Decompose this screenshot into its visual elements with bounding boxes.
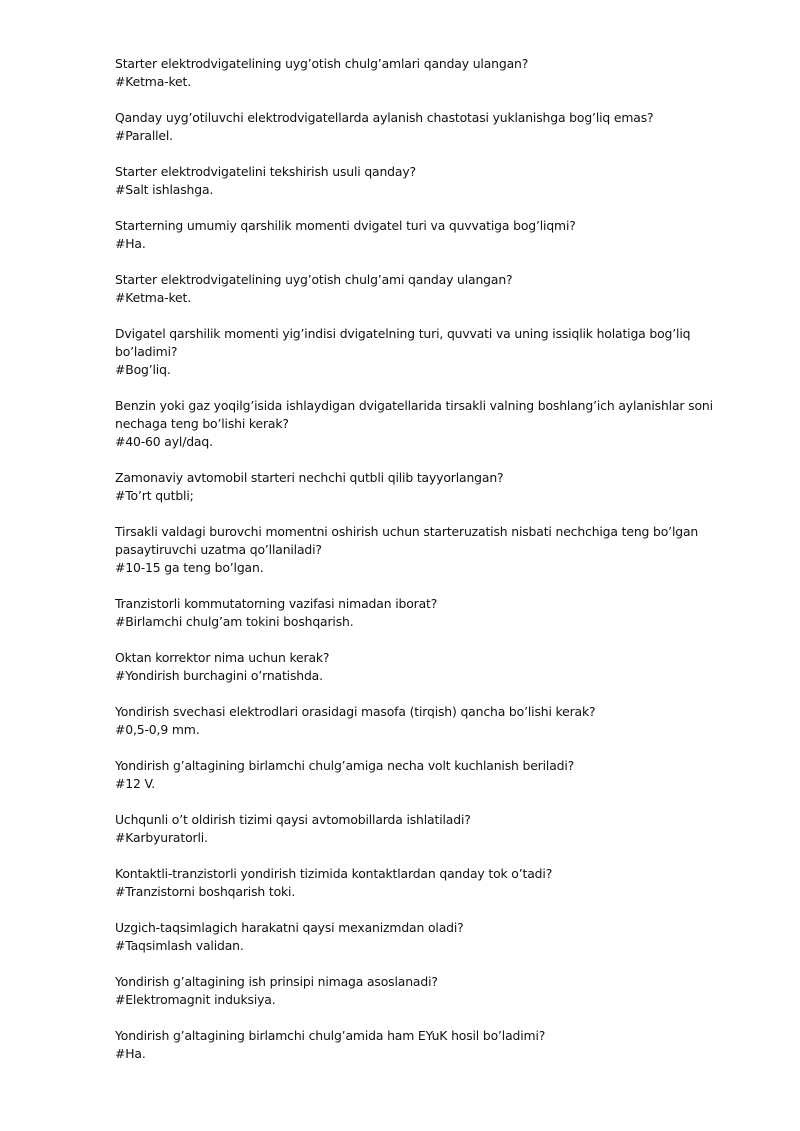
qa-item <box>115 919 715 955</box>
question-text: Dvigatel qarshilik momenti yig’indisi dvigatelning turi, quvvati va uning issiqlik holatiga bog’liq bo’ladimi? <box>115 326 691 359</box>
question-text: Oktan korrektor nima uchun kerak? <box>115 650 330 665</box>
question-text: Benzin yoki gaz yoqilg’isida ishlaydigan dvigatellarida tirsakli valning boshlang’ich aylanishlar soni nechaga teng bo’lishi kerak? <box>115 398 713 431</box>
answer-text: #Birlamchi chulg’am tokini boshqarish. <box>115 614 354 629</box>
question-text: Yondirish svechasi elektrodlari orasidagi masofa (tirqish) qancha bo’lishi kerak? <box>115 704 596 719</box>
question-text: Tirsakli valdagi burovchi momentni oshirish uchun starteruzatish nisbati nechchiga teng bo’lgan pasaytiruvchi uzatma qo’llaniladi? <box>115 524 699 557</box>
qa-item <box>115 757 715 793</box>
question-text: Starter elektrodvigatelining uyg’otish chulg’ami qanday ulangan? <box>115 272 513 287</box>
answer-text: #10-15 ga teng bo’lgan. <box>115 560 264 575</box>
qa-item <box>115 703 715 739</box>
qa-item <box>115 523 715 577</box>
question-text: Qanday uyg’otiluvchi elektrodvigatellarda aylanish chastotasi yuklanishga bog’liq emas? <box>115 110 654 125</box>
question-text: Uzgich-taqsimlagich harakatni qaysi mexanizmdan oladi? <box>115 920 464 935</box>
qa-item <box>115 865 715 901</box>
answer-text: #Parallel. <box>115 128 173 143</box>
answer-text: #Yondirish burchagini o’rnatishda. <box>115 668 323 683</box>
qa-item <box>115 397 715 451</box>
answer-text: #Salt ishlashga. <box>115 182 214 197</box>
question-text: Kontaktli-tranzistorli yondirish tizimida kontaktlardan qanday tok o’tadi? <box>115 866 553 881</box>
qa-item <box>115 973 715 1009</box>
question-text: Zamonaviy avtomobil starteri nechchi qutbli qilib tayyorlangan? <box>115 470 504 485</box>
question-text: Yondirish g’altagining birlamchi chulg’amiga necha volt kuchlanish beriladi? <box>115 758 575 773</box>
question-text: Starterning umumiy qarshilik momenti dvigatel turi va quvvatiga bog’liqmi? <box>115 218 576 233</box>
qa-item <box>115 811 715 847</box>
answer-text: #Elektromagnit induksiya. <box>115 992 276 1007</box>
question-text: Starter elektrodvigatelini tekshirish usuli qanday? <box>115 164 416 179</box>
qa-item <box>115 649 715 685</box>
question-text: Starter elektrodvigatelining uyg’otish chulg’amlari qanday ulangan? <box>115 56 529 71</box>
answer-text: #Ha. <box>115 236 146 251</box>
answer-text: #Karbyuratorli. <box>115 830 208 845</box>
answer-text: #Taqsimlash validan. <box>115 938 244 953</box>
qa-item <box>115 595 715 631</box>
qa-item <box>115 325 715 379</box>
qa-item <box>115 217 715 253</box>
qa-item <box>115 271 715 307</box>
answer-text: #Tranzistorni boshqarish toki. <box>115 884 296 899</box>
answer-text: #12 V. <box>115 776 156 791</box>
qa-item <box>115 1027 715 1063</box>
qa-item <box>115 55 715 91</box>
question-text: Tranzistorli kommutatorning vazifasi nimadan iborat? <box>115 596 438 611</box>
question-text: Uchqunli o’t oldirish tizimi qaysi avtomobillarda ishlatiladi? <box>115 812 471 827</box>
qa-item <box>115 469 715 505</box>
answer-text: #40-60 ayl/daq. <box>115 434 213 449</box>
answer-text: #Ha. <box>115 1046 146 1061</box>
qa-item <box>115 109 715 145</box>
answer-text: #To’rt qutbli; <box>115 488 194 503</box>
answer-text: #Ketma-ket. <box>115 290 192 305</box>
document-page <box>115 55 715 1081</box>
question-text: Yondirish g’altagining ish prinsipi nimaga asoslanadi? <box>115 974 438 989</box>
answer-text: #0,5-0,9 mm. <box>115 722 200 737</box>
qa-item <box>115 163 715 199</box>
answer-text: #Ketma-ket. <box>115 74 192 89</box>
question-text: Yondirish g’altagining birlamchi chulg’amida ham EYuK hosil bo’ladimi? <box>115 1028 546 1043</box>
answer-text: #Bog’liq. <box>115 362 171 377</box>
